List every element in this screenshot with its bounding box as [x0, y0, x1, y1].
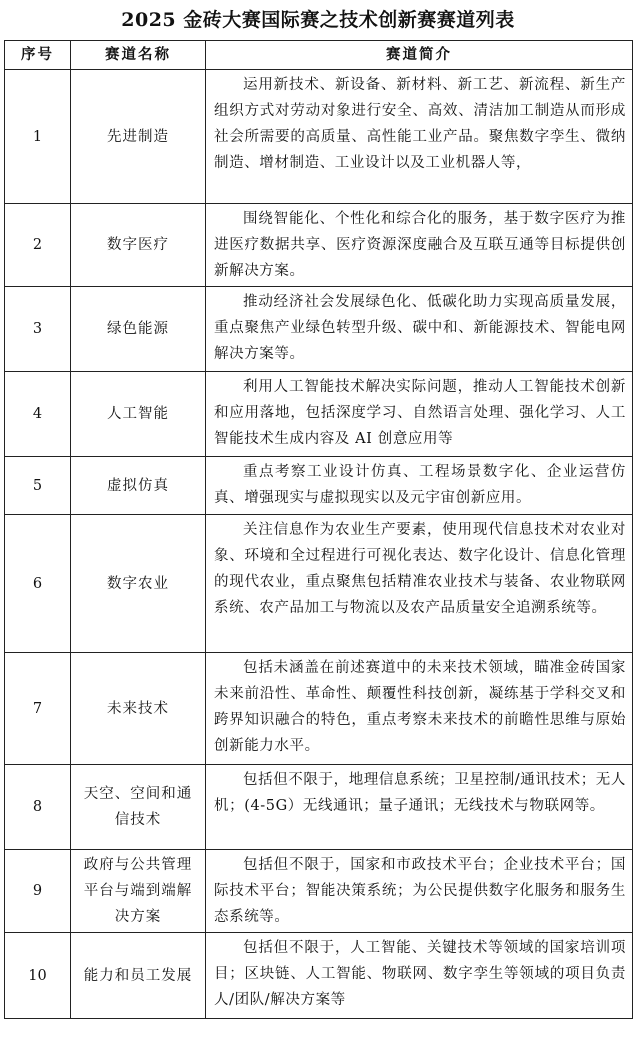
row-track-name: 数字医疗 [71, 204, 206, 287]
row-number: 3 [5, 287, 71, 372]
row-track-desc: 运用新技术、新设备、新材料、新工艺、新流程、新生产组织方式对劳动对象进行安全、高效、清洁加工制造从而形成社会所需要的高质量、高性能工业产品。聚焦数字孪生、微纳制造、增材制造、工业设计以及工业机器人等， [206, 70, 633, 204]
row-track-name: 先进制造 [71, 70, 206, 204]
row-track-desc: 围绕智能化、个性化和综合化的服务，基于数字医疗为推进医疗数据共享、医疗资源深度融合及互联互通等目标提供创新解决方案。 [206, 204, 633, 287]
table-row [5, 515, 633, 653]
row-track-desc: 包括但不限于，人工智能、关键技术等领域的国家培训项目；区块链、人工智能、物联网、数字孪生等领域的项目负责人/团队/解决方案等 [206, 933, 633, 1019]
row-track-name: 未来技术 [71, 653, 206, 765]
table-row [5, 70, 633, 204]
row-number: 10 [5, 933, 71, 1019]
row-number: 7 [5, 653, 71, 765]
table-row [5, 372, 633, 457]
table-row [5, 204, 633, 287]
row-number: 2 [5, 204, 71, 287]
row-track-name: 政府与公共管理平台与端到端解决方案 [71, 850, 206, 933]
table-header-row [5, 41, 633, 70]
row-track-desc: 利用人工智能技术解决实际问题，推动人工智能技术创新和应用落地，包括深度学习、自然语言处理、强化学习、人工智能技术生成内容及 AI 创意应用等 [206, 372, 633, 457]
row-track-name: 人工智能 [71, 372, 206, 457]
row-number: 9 [5, 850, 71, 933]
row-track-name: 虚拟仿真 [71, 457, 206, 515]
row-track-name: 绿色能源 [71, 287, 206, 372]
row-track-desc: 包括但不限于，国家和市政技术平台；企业技术平台；国际技术平台；智能决策系统；为公民提供数字化服务和服务生态系统等。 [206, 850, 633, 933]
row-track-desc: 推动经济社会发展绿色化、低碳化助力实现高质量发展，重点聚焦产业绿色转型升级、碳中和、新能源技术、智能电网解决方案等。 [206, 287, 633, 372]
header-track-name: 赛道名称 [71, 41, 206, 70]
row-track-desc: 包括但不限于，地理信息系统；卫星控制/通讯技术；无人机；(4-5G）无线通讯；量子通讯；无线技术与物联网等。 [206, 765, 633, 850]
row-number: 8 [5, 765, 71, 850]
table-row [5, 765, 633, 850]
row-number: 4 [5, 372, 71, 457]
row-track-name: 数字农业 [71, 515, 206, 653]
row-track-desc: 重点考察工业设计仿真、工程场景数字化、企业运营仿真、增强现实与虚拟现实以及元宇宙创新应用。 [206, 457, 633, 515]
table-row [5, 287, 633, 372]
table-row [5, 850, 633, 933]
header-track-intro: 赛道简介 [206, 41, 633, 70]
track-table [4, 40, 633, 1019]
table-row [5, 933, 633, 1019]
document-title: 2025 金砖大赛国际赛之技术创新赛赛道列表 [121, 9, 515, 31]
row-number: 5 [5, 457, 71, 515]
row-track-name: 能力和员工发展 [71, 933, 206, 1019]
table-row [5, 457, 633, 515]
row-number: 6 [5, 515, 71, 653]
table-row [5, 653, 633, 765]
row-track-desc: 关注信息作为农业生产要素，使用现代信息技术对农业对象、环境和全过程进行可视化表达、数字化设计、信息化管理的现代农业，重点聚焦包括精准农业技术与装备、农业物联网系统、农产品加工与物流以及农产品质量安全追溯系统等。 [206, 515, 633, 653]
row-track-desc: 包括未涵盖在前述赛道中的未来技术领域，瞄准金砖国家未来前沿性、革命性、颠覆性科技创新，凝练基于学科交叉和跨界知识融合的特色，重点考察未来技术的前瞻性思维与原始创新能力水平。 [206, 653, 633, 765]
header-number: 序号 [5, 41, 71, 70]
row-number: 1 [5, 70, 71, 204]
row-track-name: 天空、空间和通信技术 [71, 765, 206, 850]
